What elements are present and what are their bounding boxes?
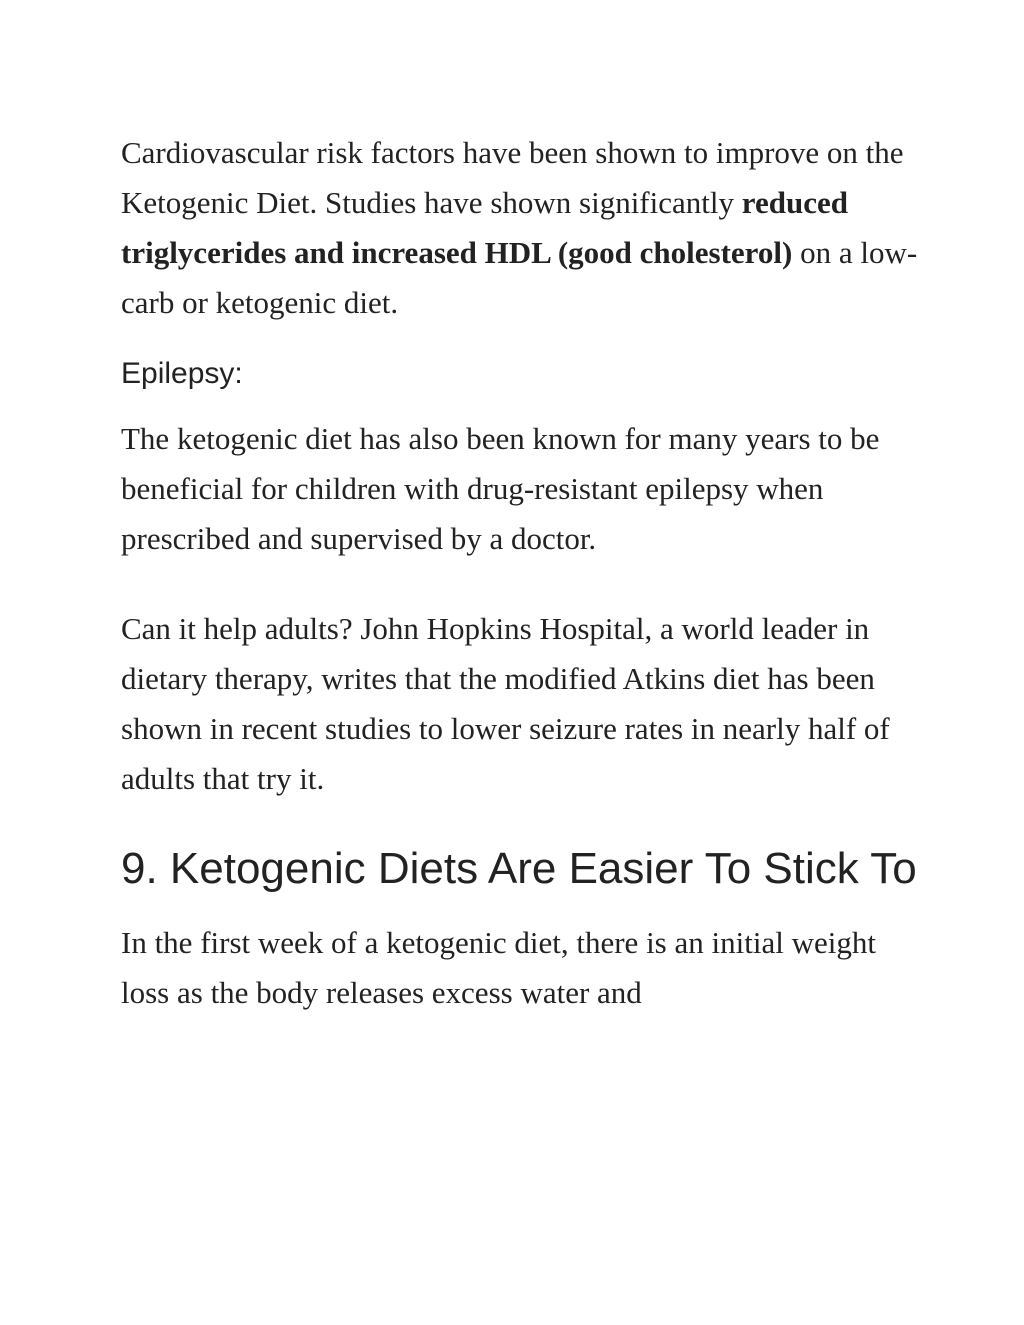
paragraph-cardiovascular bbox=[121, 128, 921, 328]
paragraph-epilepsy-adults: Can it help adults? John Hopkins Hospital, a world leader in dietary therapy, writes that the modified Atkins diet has been shown in recent studies to lower seizure rates in nearly half of adults that try it. bbox=[121, 611, 890, 796]
subheading-epilepsy: Epilepsy: bbox=[121, 357, 243, 390]
article-content bbox=[121, 128, 921, 1018]
section-heading: 9. Ketogenic Diets Are Easier To Stick To bbox=[121, 844, 917, 893]
bold-emphasis: reduced triglycerides and increased HDL (good cholesterol) bbox=[121, 185, 848, 270]
paragraph-first-week: In the first week of a ketogenic diet, there is an initial weight loss as the body releases excess water and bbox=[121, 925, 876, 1010]
paragraph-text: Cardiovascular risk factors have been shown to improve on the Ketogenic Diet. Studies have shown significantly bbox=[121, 135, 904, 220]
paragraph-epilepsy-children: The ketogenic diet has also been known for many years to be beneficial for children with drug-resistant epilepsy when prescribed and supervised by a doctor. bbox=[121, 421, 880, 556]
paragraph-text: on a low-carb or ketogenic diet. bbox=[121, 235, 918, 320]
